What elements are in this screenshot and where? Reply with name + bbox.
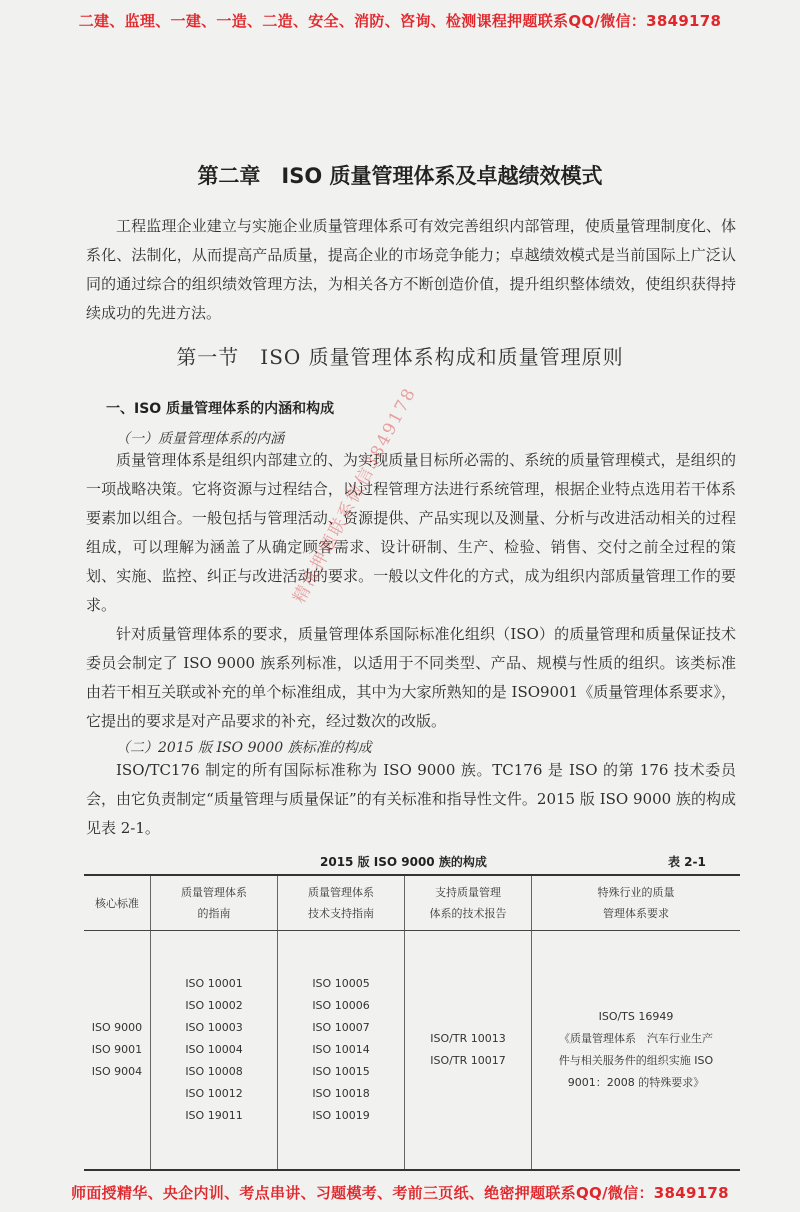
top-promo-banner: 二建、监理、一建、一造、二造、安全、消防、咨询、检测课程押题联系QQ/微信：3849178 [78, 12, 722, 30]
bottom-promo-banner: 师面授精华、央企内训、考点串讲、习题模考、考前三页纸、绝密押题联系QQ/微信：3849178 [71, 1184, 729, 1202]
cell-core-standards: ISO 9000 ISO 9001 ISO 9004 [84, 931, 151, 1171]
header-tech-support-guide: 质量管理体系 技术支持指南 [278, 875, 405, 931]
cell-tech-support-guides: ISO 10005 ISO 10006 ISO 10007 ISO 10014 ISO 10015 ISO 10018 ISO 10019 [278, 931, 405, 1171]
header-core-standard: 核心标准 [84, 875, 151, 931]
table-row [84, 931, 740, 1171]
intro-paragraph: 工程监理企业建立与实施企业质量管理体系可有效完善组织内部管理，使质量管理制度化、体系化、法制化，从而提高产品质量，提高企业的市场竞争能力；卓越绩效模式是当前国际上广泛认同的通过综合的组织绩效管理方法，为相关各方不断创造价值，提升组织整体绩效，使组织获得持续成功的先进方法。 [86, 217, 736, 322]
header-tech-report: 支持质量管理 体系的技术报告 [405, 875, 532, 931]
table-number: 表 2-1 [668, 855, 706, 869]
cell-tech-reports: ISO/TR 10013 ISO/TR 10017 [405, 931, 532, 1171]
heading-iso-connotation: 一、ISO 质量管理体系的内涵和构成 [106, 401, 335, 417]
cell-qms-guides: ISO 10001 ISO 10002 ISO 10003 ISO 10004 ISO 10008 ISO 10012 ISO 19011 [151, 931, 278, 1171]
cell-industry-requirements: ISO/TS 16949 《质量管理体系 汽车行业生产 件与相关服务件的组织实施 ISO 9001：2008 的特殊要求》 [532, 931, 741, 1171]
diagonal-watermark: 精准押题联系微信3849178 [289, 383, 421, 607]
iso-family-table [84, 874, 740, 1171]
body-paragraph-iso9000: 针对质量管理体系的要求，质量管理体系国际标准化组织（ISO）的质量管理和质量保证技术委员会制定了 ISO 9000 族系列标准，以适用于不同类型、产品、规模与性质的组织。该类标准由若干相互关联或补充的单个标准组成，其中为大家所熟知的是 ISO9001《质量管理体系要求》，它提出的要求是对产品要求的补充，经过数次的改版。 [86, 625, 736, 730]
table-header-row [84, 875, 740, 931]
body-paragraph-qms: 质量管理体系是组织内部建立的、为实现质量目标所必需的、系统的质量管理模式，是组织的一项战略决策。它将资源与过程结合，以过程管理方法进行系统管理，根据企业特点选用若干体系要素加以组合。一般包括与管理活动、资源提供、产品实现以及测量、分析与改进活动相关的过程组成，可以理解为涵盖了从确定顾客需求、设计研制、生产、检验、销售、交付之前全过程的策划、实施、监控、纠正与改进活动的要求。一般以文件化的方式，成为组织内部质量管理工作的要求。 [86, 451, 736, 614]
chapter-title: 第二章 ISO 质量管理体系及卓越绩效模式 [197, 164, 603, 188]
subheading-connotation: （一）质量管理体系的内涵 [116, 431, 284, 447]
header-industry-requirements: 特殊行业的质量 管理体系要求 [532, 875, 741, 931]
subheading-2015-structure: （二）2015 版 ISO 9000 族标准的构成 [116, 740, 372, 756]
header-qms-guide: 质量管理体系 的指南 [151, 875, 278, 931]
table-caption: 2015 版 ISO 9000 族的构成 [320, 855, 487, 869]
section-title: 第一节 ISO 质量管理体系构成和质量管理原则 [176, 345, 624, 369]
body-paragraph-tc176: ISO/TC176 制定的所有国际标准称为 ISO 9000 族。TC176 是 ISO 的第 176 技术委员会，由它负责制定“质量管理与质量保证”的有关标准和指导性文件。2015 版 ISO 9000 族的构成见表 2-1。 [86, 761, 736, 837]
